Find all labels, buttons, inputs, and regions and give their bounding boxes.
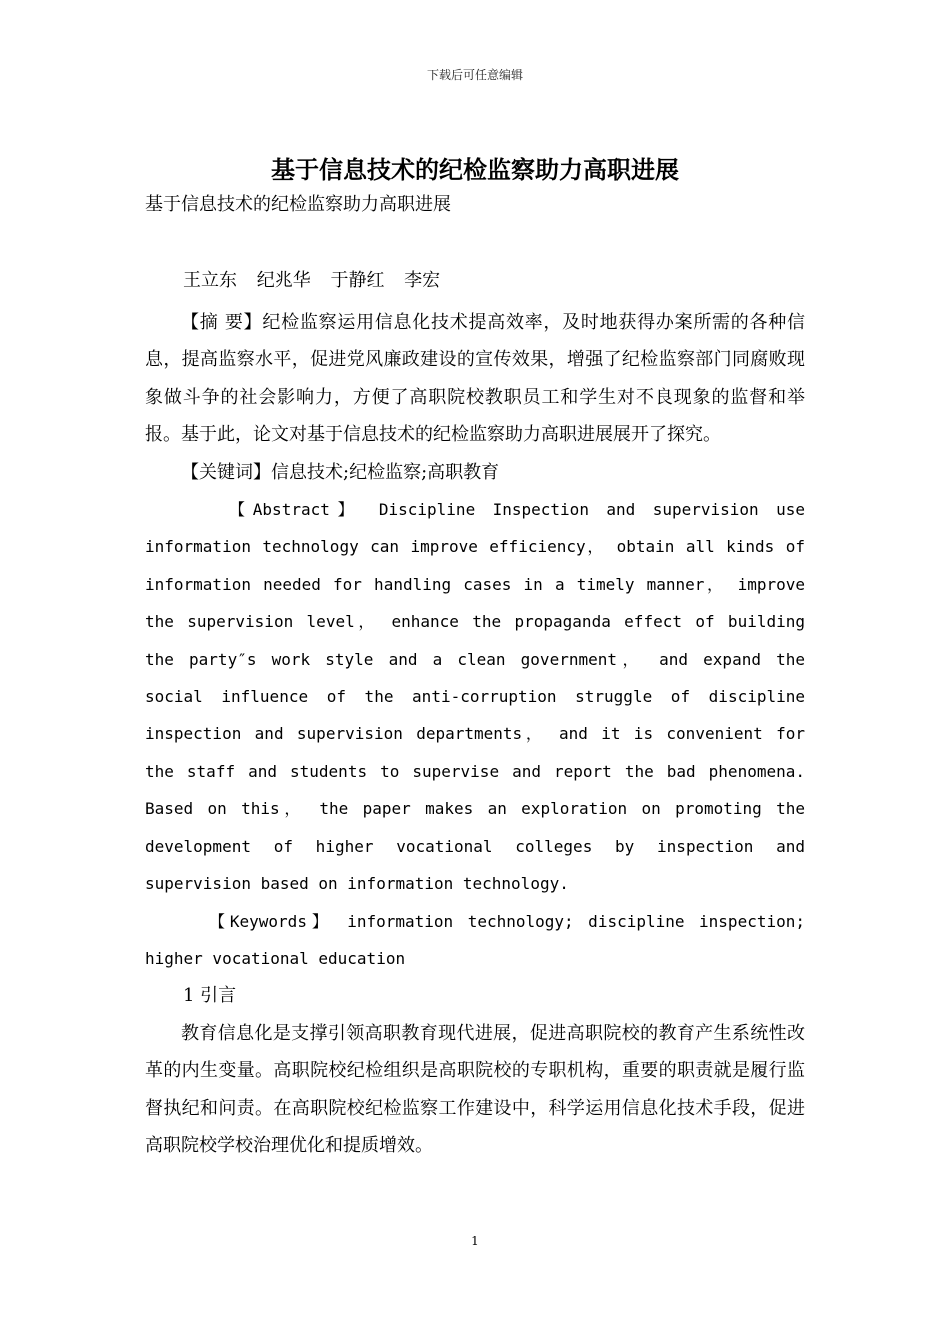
keywords-english-text: 【Keywords】 information technology; discipline inspection; higher vocational education (145, 911, 805, 968)
page-number: 1 (471, 1234, 479, 1248)
intro-paragraph: 教育信息化是支撑引领高职教育现代进展，促进高职院校的教育产生系统性改革的内生变量。高职院校纪检组织是高职院校的专职机构，重要的职责就是履行监督执纪和问责。在高职院校纪检监察工作建设中，科学运用信息化技术手段，促进高职院校学校治理优化和提质增效。 (145, 1022, 805, 1156)
abstract-english-text: 【Abstract】 Discipline Inspection and supervision use information technology can improve efficiency， obtain all kinds of information needed for handling cases in a timely manner， improve the supervision level， enhance the propaganda effect of building the party″s work style and a clean government， and expand the social influence of the anti-corruption struggle of discipline inspection and supervision departments， and it is convenient for the staff and students to supervise and report the bad phenomena. Based on this， the paper makes an exploration on promoting the development of higher vocational colleges by inspection and supervision based on information technology. (145, 500, 805, 894)
abstract-english (145, 491, 805, 902)
abstract-chinese: 【摘 要】纪检监察运用信息化技术提高效率，及时地获得办案所需的各种信息，提高监察水平，促进党风廉政建设的宣传效果，增强了纪检监察部门同腐败现象做斗争的社会影响力，方便了高职院校教职员工和学生对不良现象的监督和举报。基于此，论文对基于信息技术的纪检监察助力高职进展展开了探究。 (145, 312, 805, 446)
keywords-chinese: 【关键词】信息技术;纪检监察;高职教育 (181, 461, 500, 483)
page-header-note: 下载后可任意编辑 (426, 68, 523, 82)
document-body (145, 150, 805, 1164)
section-heading: 1 引言 (183, 985, 237, 1007)
keywords-english (145, 903, 805, 978)
document-subtitle: 基于信息技术的纪检监察助力高职进展 (145, 194, 451, 215)
authors-line: 王立东 纪兆华 于静红 李宏 (183, 270, 441, 291)
document-title: 基于信息技术的纪检监察助力高职进展 (271, 156, 679, 184)
